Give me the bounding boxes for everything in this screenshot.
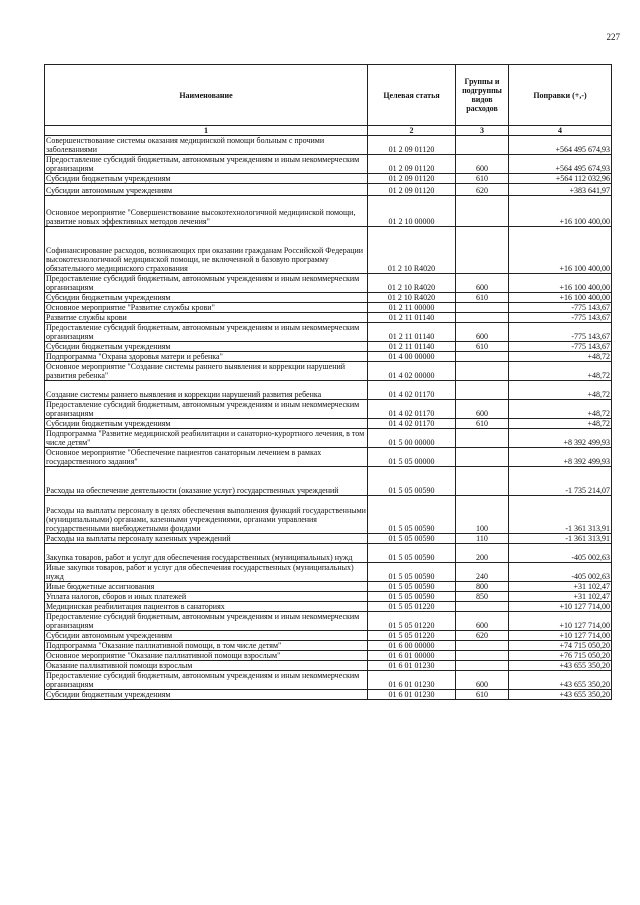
row-amount: +48,72	[509, 400, 612, 419]
table-row	[45, 690, 612, 700]
table-row	[45, 303, 612, 313]
row-name: Основное мероприятие "Совершенствование высокотехнологичной медицинской помощи, развитие новых эффективных методов лечения"	[45, 196, 368, 227]
row-target-code: 01 2 11 01140	[368, 323, 456, 342]
column-number: 2	[368, 126, 456, 136]
table-row	[45, 602, 612, 612]
table-row	[45, 429, 612, 448]
table-row	[45, 136, 612, 155]
row-expense-group	[456, 362, 509, 381]
row-expense-group: 100	[456, 496, 509, 534]
row-name: Подпрограмма "Развитие медицинской реабилитации и санаторно-курортного лечения, в том числе детям"	[45, 429, 368, 448]
row-expense-group	[456, 352, 509, 362]
table-row	[45, 274, 612, 293]
row-amount: +43 655 350,20	[509, 690, 612, 700]
table-row	[45, 419, 612, 429]
row-expense-group	[456, 448, 509, 467]
row-expense-group: 610	[456, 293, 509, 303]
table-row	[45, 313, 612, 323]
row-expense-group	[456, 467, 509, 496]
table-row	[45, 196, 612, 227]
row-name: Основное мероприятие "Обеспечение пациентов санаторным лечением в рамках государственного задания"	[45, 448, 368, 467]
row-expense-group	[456, 641, 509, 651]
row-expense-group	[456, 429, 509, 448]
row-expense-group: 600	[456, 671, 509, 690]
row-target-code: 01 5 05 00000	[368, 448, 456, 467]
table-row	[45, 323, 612, 342]
row-expense-group: 600	[456, 323, 509, 342]
row-amount: -1 361 313,91	[509, 496, 612, 534]
row-amount: -1 361 313,91	[509, 534, 612, 544]
table-row	[45, 671, 612, 690]
row-target-code: 01 6 00 00000	[368, 641, 456, 651]
row-amount: +43 655 350,20	[509, 661, 612, 671]
table-row	[45, 651, 612, 661]
header-expense-group: Группы и подгруппы видов расходов	[456, 65, 509, 126]
row-amount: -775 143,67	[509, 323, 612, 342]
table-row	[45, 448, 612, 467]
table-row	[45, 641, 612, 651]
row-amount: +16 100 400,00	[509, 293, 612, 303]
table-body	[45, 136, 612, 700]
row-target-code: 01 5 05 01220	[368, 631, 456, 641]
row-amount: +8 392 499,93	[509, 429, 612, 448]
row-expense-group: 610	[456, 690, 509, 700]
row-expense-group: 600	[456, 155, 509, 174]
table-row	[45, 563, 612, 582]
row-name: Предоставление субсидий бюджетным, автономным учреждениям и иным некоммерческим организациям	[45, 274, 368, 293]
page-number: 227	[606, 32, 620, 42]
row-name: Предоставление субсидий бюджетным, автономным учреждениям и иным некоммерческим организациям	[45, 155, 368, 174]
row-target-code: 01 5 05 00590	[368, 582, 456, 592]
row-amount: +48,72	[509, 419, 612, 429]
row-expense-group: 240	[456, 563, 509, 582]
row-name: Предоставление субсидий бюджетным, автономным учреждениям и иным некоммерческим организациям	[45, 323, 368, 342]
row-name: Иные бюджетные ассигнования	[45, 582, 368, 592]
row-amount: +564 112 032,96	[509, 174, 612, 184]
row-target-code: 01 5 05 00590	[368, 496, 456, 534]
row-target-code: 01 4 02 00000	[368, 362, 456, 381]
row-amount: -775 143,67	[509, 313, 612, 323]
row-amount: -1 735 214,07	[509, 467, 612, 496]
row-name: Субсидии автономным учреждениям	[45, 184, 368, 196]
row-name: Субсидии бюджетным учреждениям	[45, 419, 368, 429]
row-target-code: 01 4 02 01170	[368, 400, 456, 419]
row-amount: +31 102,47	[509, 592, 612, 602]
row-name: Развитие службы крови	[45, 313, 368, 323]
table-row	[45, 467, 612, 496]
row-target-code: 01 2 09 01120	[368, 136, 456, 155]
table-row	[45, 293, 612, 303]
row-target-code: 01 2 11 01140	[368, 342, 456, 352]
row-amount: -405 002,63	[509, 563, 612, 582]
row-target-code: 01 2 09 01120	[368, 174, 456, 184]
table-row	[45, 534, 612, 544]
row-amount: +8 392 499,93	[509, 448, 612, 467]
table-row	[45, 352, 612, 362]
row-name: Расходы на выплаты персоналу в целях обеспечения выполнения функций государственными (муниципальными) органами, казенными учреждениями, органами управления государственными внебюджетными фондами	[45, 496, 368, 534]
row-expense-group	[456, 602, 509, 612]
row-amount: +16 100 400,00	[509, 196, 612, 227]
table-row	[45, 661, 612, 671]
header-amendment-amount: Поправки (+,-)	[509, 65, 612, 126]
row-expense-group: 200	[456, 544, 509, 563]
row-expense-group: 620	[456, 184, 509, 196]
row-expense-group: 610	[456, 174, 509, 184]
row-expense-group: 600	[456, 274, 509, 293]
row-expense-group: 620	[456, 631, 509, 641]
row-expense-group	[456, 651, 509, 661]
row-amount: +43 655 350,20	[509, 671, 612, 690]
table-row	[45, 496, 612, 534]
row-name: Подпрограмма "Оказание паллиативной помощи, в том числе детям"	[45, 641, 368, 651]
row-target-code: 01 6 01 01230	[368, 661, 456, 671]
row-expense-group: 800	[456, 582, 509, 592]
row-target-code: 01 6 01 00000	[368, 651, 456, 661]
table-row	[45, 227, 612, 274]
table-row	[45, 582, 612, 592]
row-name: Основное мероприятие "Развитие службы крови"	[45, 303, 368, 313]
row-expense-group: 600	[456, 612, 509, 631]
row-amount: -405 002,63	[509, 544, 612, 563]
row-name: Совершенствование системы оказания медицинской помощи больным с прочими заболеваниями	[45, 136, 368, 155]
table-row	[45, 362, 612, 381]
row-target-code: 01 2 11 00000	[368, 303, 456, 313]
row-expense-group: 110	[456, 534, 509, 544]
row-name: Основное мероприятие "Оказание паллиативной помощи взрослым"	[45, 651, 368, 661]
header-name: Наименование	[45, 65, 368, 126]
row-target-code: 01 5 05 00590	[368, 544, 456, 563]
row-target-code: 01 2 09 01120	[368, 155, 456, 174]
column-number: 4	[509, 126, 612, 136]
table-row	[45, 184, 612, 196]
table-row	[45, 631, 612, 641]
row-target-code: 01 2 10 R4020	[368, 227, 456, 274]
row-amount: -775 143,67	[509, 342, 612, 352]
row-target-code: 01 2 09 01120	[368, 184, 456, 196]
row-name: Софинансирование расходов, возникающих при оказании гражданам Российской Федерации высокотехнологичной медицинской помощи, не включенной в базовую программу обязательного медицинского страхования	[45, 227, 368, 274]
row-name: Расходы на выплаты персоналу казенных учреждений	[45, 534, 368, 544]
row-target-code: 01 2 11 01140	[368, 313, 456, 323]
row-name: Иные закупки товаров, работ и услуг для обеспечения государственных (муниципальных) нужд	[45, 563, 368, 582]
row-amount: +48,72	[509, 352, 612, 362]
row-target-code: 01 4 02 01170	[368, 419, 456, 429]
row-name: Предоставление субсидий бюджетным, автономным учреждениям и иным некоммерческим организациям	[45, 612, 368, 631]
table-header-row	[45, 65, 612, 126]
row-expense-group	[456, 136, 509, 155]
row-target-code: 01 5 05 01220	[368, 602, 456, 612]
budget-amendments-table	[44, 64, 612, 700]
row-amount: +16 100 400,00	[509, 227, 612, 274]
row-name: Создание системы раннего выявления и коррекции нарушений развития ребенка	[45, 381, 368, 400]
row-amount: +10 127 714,00	[509, 631, 612, 641]
table-row	[45, 381, 612, 400]
row-name: Субсидии бюджетным учреждениям	[45, 293, 368, 303]
row-name: Оказание паллиативной помощи взрослым	[45, 661, 368, 671]
row-target-code: 01 4 02 01170	[368, 381, 456, 400]
row-target-code: 01 5 05 01220	[368, 612, 456, 631]
row-amount: +74 715 050,20	[509, 641, 612, 651]
row-amount: +48,72	[509, 362, 612, 381]
table-row	[45, 544, 612, 563]
row-expense-group	[456, 303, 509, 313]
row-target-code: 01 6 01 01230	[368, 690, 456, 700]
table-row	[45, 612, 612, 631]
row-name: Предоставление субсидий бюджетным, автономным учреждениям и иным некоммерческим организациям	[45, 400, 368, 419]
row-amount: +564 495 674,93	[509, 136, 612, 155]
row-name: Субсидии бюджетным учреждениям	[45, 690, 368, 700]
row-name: Медицинская реабилитация пациентов в санаториях	[45, 602, 368, 612]
column-number: 1	[45, 126, 368, 136]
row-amount: +76 715 050,20	[509, 651, 612, 661]
row-name: Закупка товаров, работ и услуг для обеспечения государственных (муниципальных) нужд	[45, 544, 368, 563]
row-name: Субсидии бюджетным учреждениям	[45, 174, 368, 184]
row-target-code: 01 4 00 00000	[368, 352, 456, 362]
row-amount: +16 100 400,00	[509, 274, 612, 293]
row-expense-group: 600	[456, 400, 509, 419]
table-row	[45, 155, 612, 174]
row-target-code: 01 5 05 00590	[368, 592, 456, 602]
row-expense-group	[456, 313, 509, 323]
row-name: Основное мероприятие "Создание системы раннего выявления и коррекции нарушений развития ребенка"	[45, 362, 368, 381]
row-name: Уплата налогов, сборов и иных платежей	[45, 592, 368, 602]
table-row	[45, 174, 612, 184]
column-number: 3	[456, 126, 509, 136]
row-amount: +10 127 714,00	[509, 602, 612, 612]
row-amount: +383 641,97	[509, 184, 612, 196]
row-target-code: 01 2 10 R4020	[368, 274, 456, 293]
row-expense-group: 610	[456, 419, 509, 429]
row-name: Субсидии бюджетным учреждениям	[45, 342, 368, 352]
header-target-article: Целевая статья	[368, 65, 456, 126]
table-row	[45, 400, 612, 419]
row-target-code: 01 2 10 R4020	[368, 293, 456, 303]
row-amount: +48,72	[509, 381, 612, 400]
row-target-code: 01 5 05 00590	[368, 563, 456, 582]
row-expense-group	[456, 196, 509, 227]
row-target-code: 01 5 00 00000	[368, 429, 456, 448]
row-amount: -775 143,67	[509, 303, 612, 313]
row-name: Субсидии автономным учреждениям	[45, 631, 368, 641]
row-amount: +10 127 714,00	[509, 612, 612, 631]
row-expense-group	[456, 381, 509, 400]
row-amount: +564 495 674,93	[509, 155, 612, 174]
row-target-code: 01 5 05 00590	[368, 467, 456, 496]
row-name: Подпрограмма "Охрана здоровья матери и ребенка"	[45, 352, 368, 362]
row-expense-group: 850	[456, 592, 509, 602]
row-expense-group	[456, 661, 509, 671]
row-expense-group	[456, 227, 509, 274]
table-row	[45, 592, 612, 602]
row-name: Предоставление субсидий бюджетным, автономным учреждениям и иным некоммерческим организациям	[45, 671, 368, 690]
row-target-code: 01 6 01 01230	[368, 671, 456, 690]
row-target-code: 01 5 05 00590	[368, 534, 456, 544]
row-amount: +31 102,47	[509, 582, 612, 592]
column-number-row	[45, 126, 612, 136]
row-target-code: 01 2 10 00000	[368, 196, 456, 227]
row-expense-group: 610	[456, 342, 509, 352]
row-name: Расходы на обеспечение деятельности (оказание услуг) государственных учреждений	[45, 467, 368, 496]
table-row	[45, 342, 612, 352]
